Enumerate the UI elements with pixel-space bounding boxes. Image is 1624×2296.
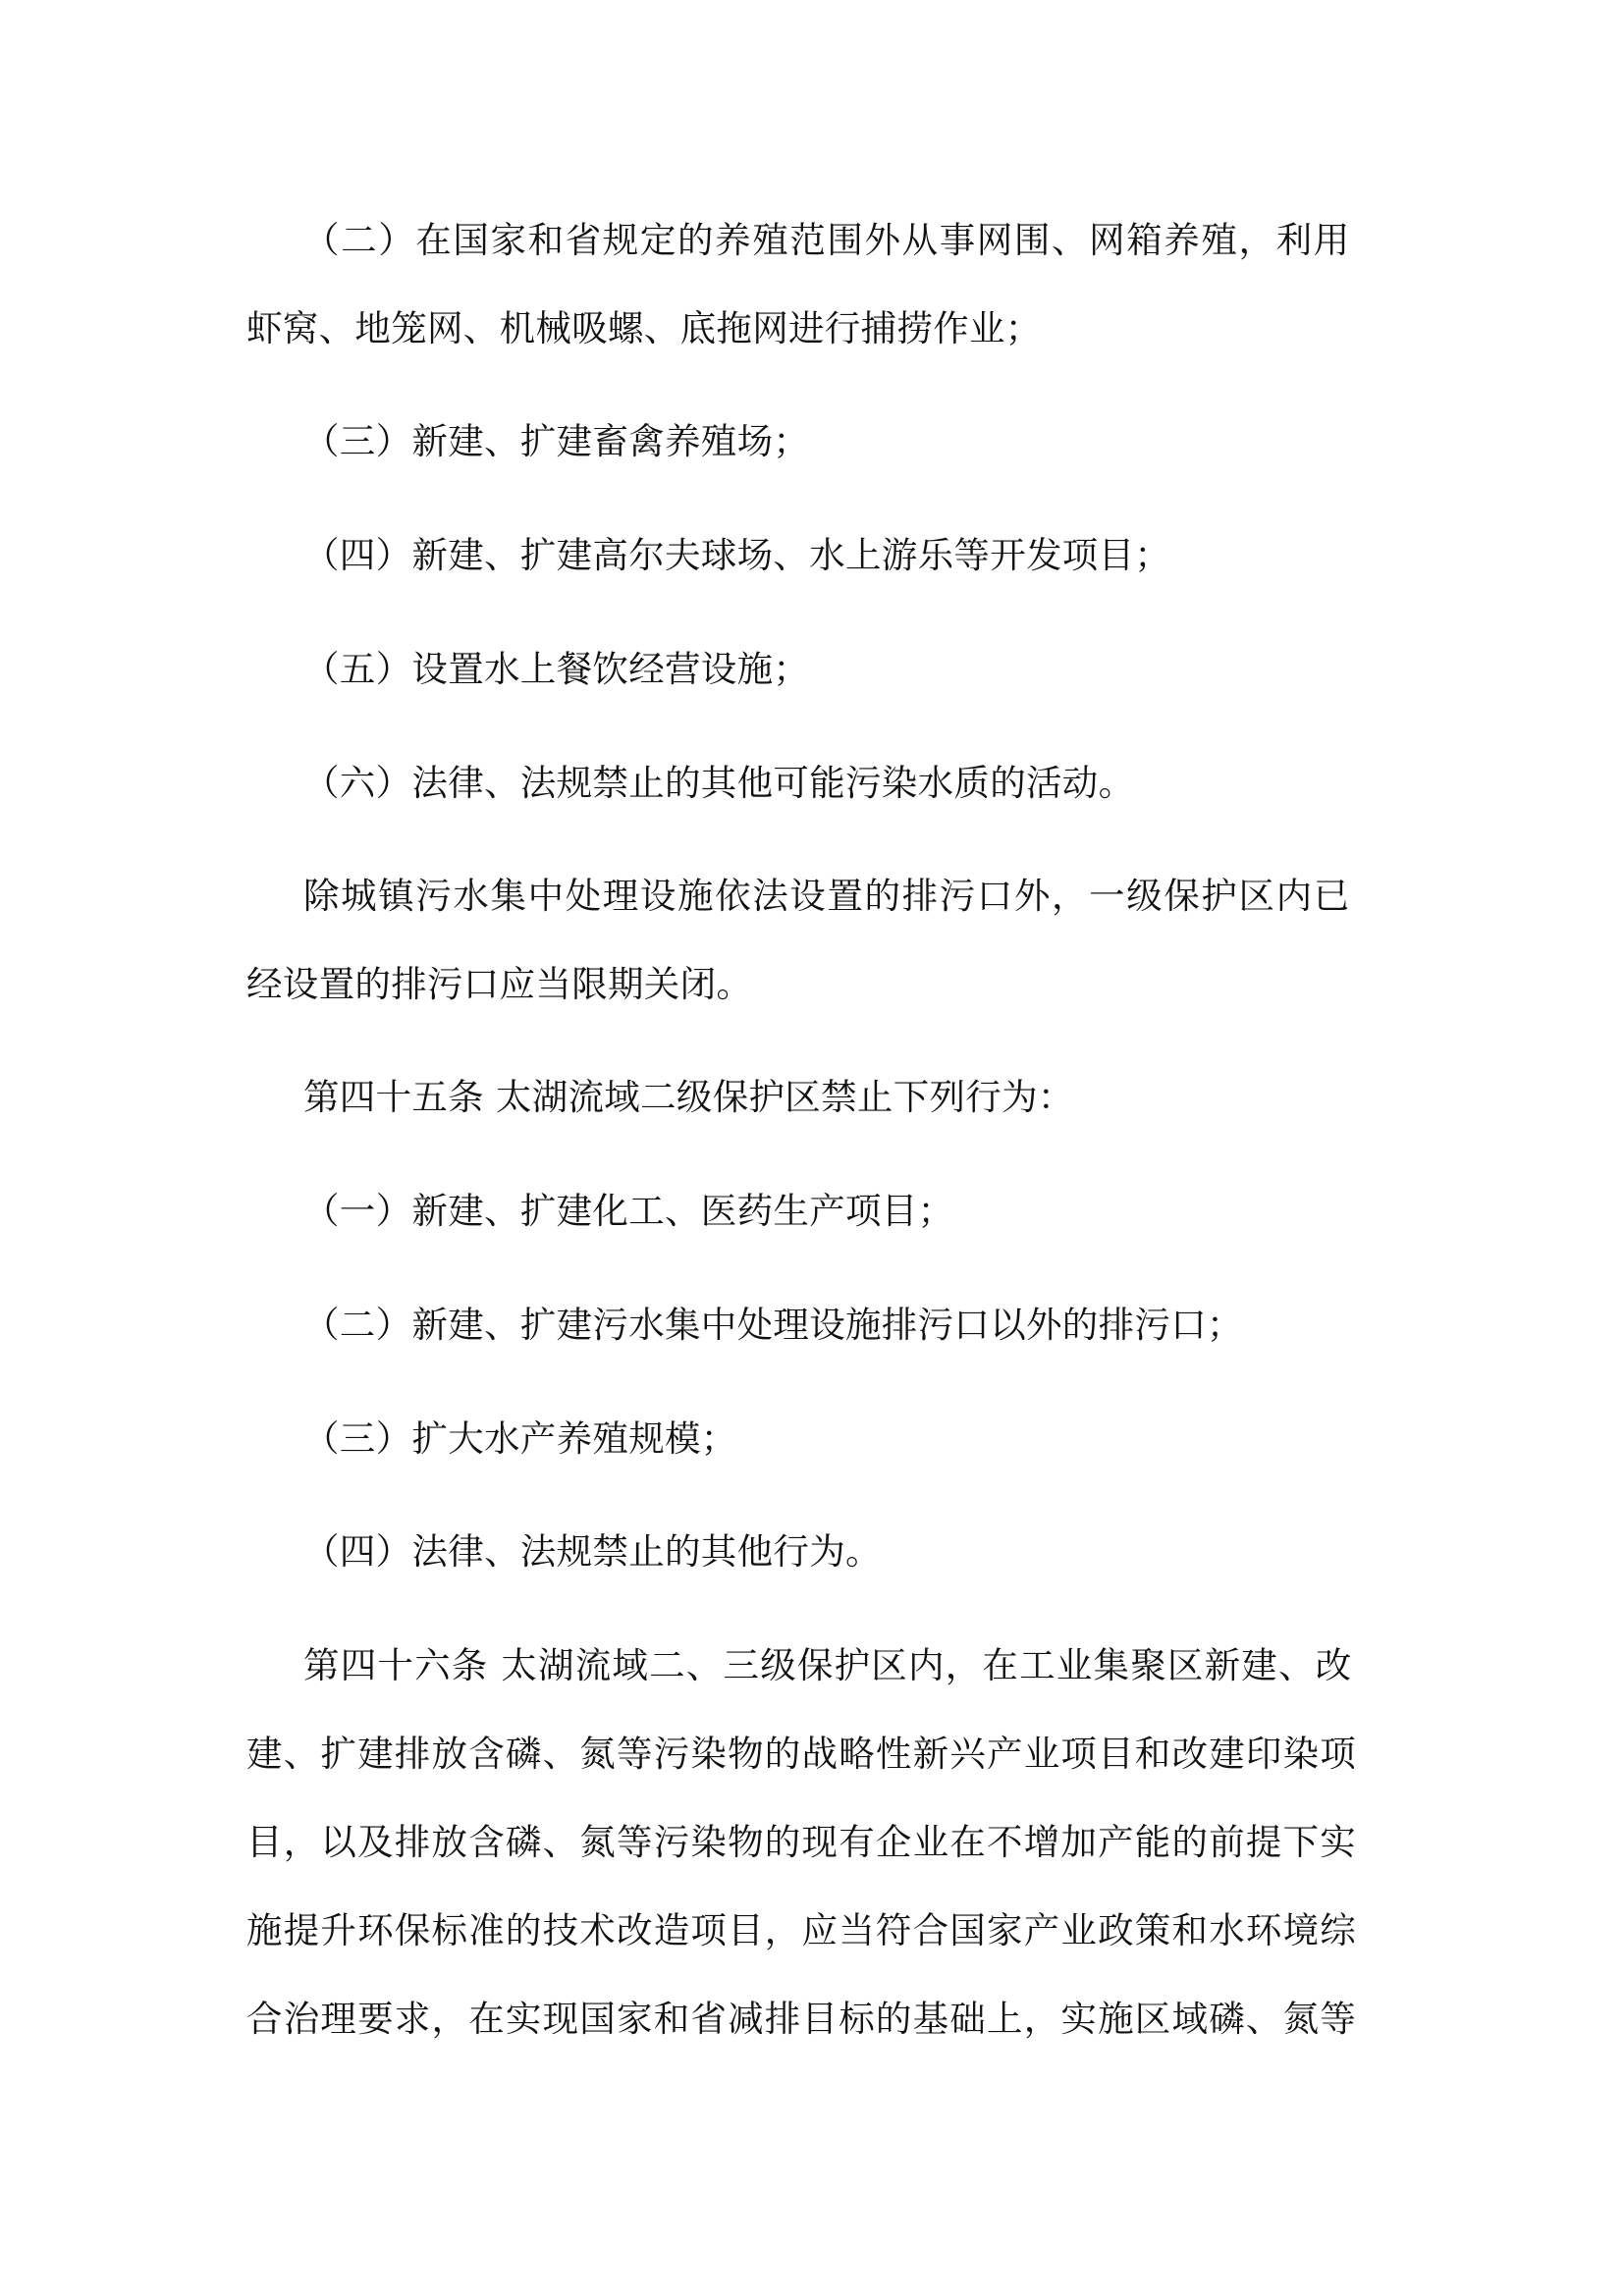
- outlet-paragraph-line-1: 除城镇污水集中处理设施依法设置的排污口外，一级保护区内已: [303, 875, 1351, 917]
- article-46-line-5: 合治理要求，在实现国家和省减排目标的基础上，实施区域磷、氮等: [246, 1998, 1357, 2040]
- article-46-line-2: 建、扩建排放含磷、氮等污染物的战略性新兴产业项目和改建印染项: [246, 1733, 1357, 1775]
- outlet-paragraph-line-2: 经设置的排污口应当限期关闭。: [246, 963, 753, 1005]
- item-4: （四）新建、扩建高尔夫球场、水上游乐等开发项目；: [303, 534, 1171, 576]
- article-45-item-3: （三）扩大水产养殖规模；: [303, 1417, 737, 1460]
- article-45-item-4: （四）法律、法规禁止的其他行为。: [303, 1530, 882, 1573]
- item-5: （五）设置水上餐饮经营设施；: [303, 648, 810, 690]
- article-45-heading: 第四十五条 太湖流域二级保护区禁止下列行为：: [303, 1076, 1074, 1118]
- article-46-line-4: 施提升环保标准的技术改造项目，应当符合国家产业政策和水环境综: [246, 1909, 1357, 1951]
- item-2-line-1: （二）在国家和省规定的养殖范围外从事网围、网箱养殖，利用: [303, 219, 1351, 261]
- item-2-line-2: 虾窝、地笼网、机械吸螺、底拖网进行捕捞作业；: [246, 307, 1042, 349]
- item-3: （三）新建、扩建畜禽养殖场；: [303, 420, 810, 462]
- article-46-line-3: 目，以及排放含磷、氮等污染物的现有企业在不增加产能的前提下实: [246, 1821, 1357, 1863]
- item-6: （六）法律、法规禁止的其他可能污染水质的活动。: [303, 762, 1135, 804]
- article-46-line-1: 第四十六条 太湖流域二、三级保护区内，在工业集聚区新建、改: [303, 1644, 1353, 1686]
- article-45-item-1: （一）新建、扩建化工、医药生产项目；: [303, 1190, 954, 1232]
- article-45-item-2: （二）新建、扩建污水集中处理设施排污口以外的排污口；: [303, 1304, 1243, 1346]
